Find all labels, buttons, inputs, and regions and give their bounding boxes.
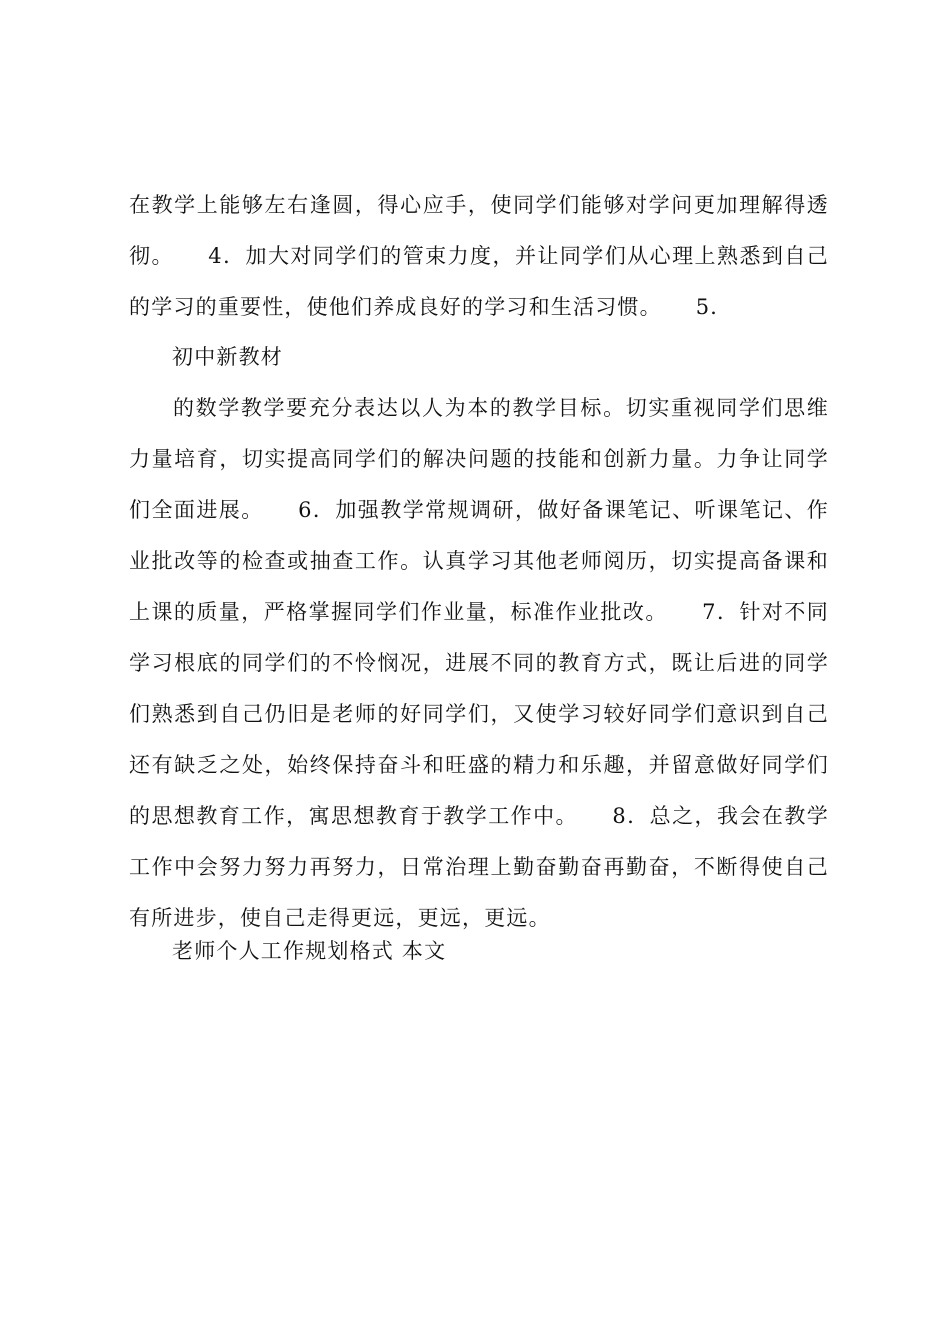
paragraph-continuation: 在教学上能够左右逢圆，得心应手，使同学们能够对学问更加理解得透彻。 4．加大对同学们的管束力度，并让同学们从心理上熟悉到自己的学习的重要性，使他们养成良好的学习和生活习惯。 5． — [129, 193, 829, 319]
paragraph-math-teaching: 的数学教学要充分表达以人为本的教学目标。切实重视同学们思维力量培育，切实提高同学们的解决问题的技能和创新力量。力争让同学们全面进展。 6．加强教学常规调研，做好备课笔记、听课笔记、作业批改等的检查或抽查工作。认真学习其他老师阅历，切实提高备课和上课的质量，严格掌握同学们作业量，标准作业批改。 7．针对不同学习根底的同学们的不怜悯况，进展不同的教育方式，既让后进的同学们熟悉到自己仍旧是老师的好同学们，又使学习较好同学们意识到自己还有缺乏之处，始终保持奋斗和旺盛的精力和乐趣，并留意做好同学们的思想教育工作，寓思想教育于教学工作中。 8．总之，我会在教学工作中会努力努力再努力，日常治理上勤奋勤奋再勤奋，不断得使自己有所进步，使自己走得更远，更远，更远。 — [129, 396, 829, 930]
paragraph-heading-new-textbook: 初中新教材 — [172, 345, 283, 369]
paragraph-footer-title: 老师个人工作规划格式 本文 — [172, 939, 447, 963]
